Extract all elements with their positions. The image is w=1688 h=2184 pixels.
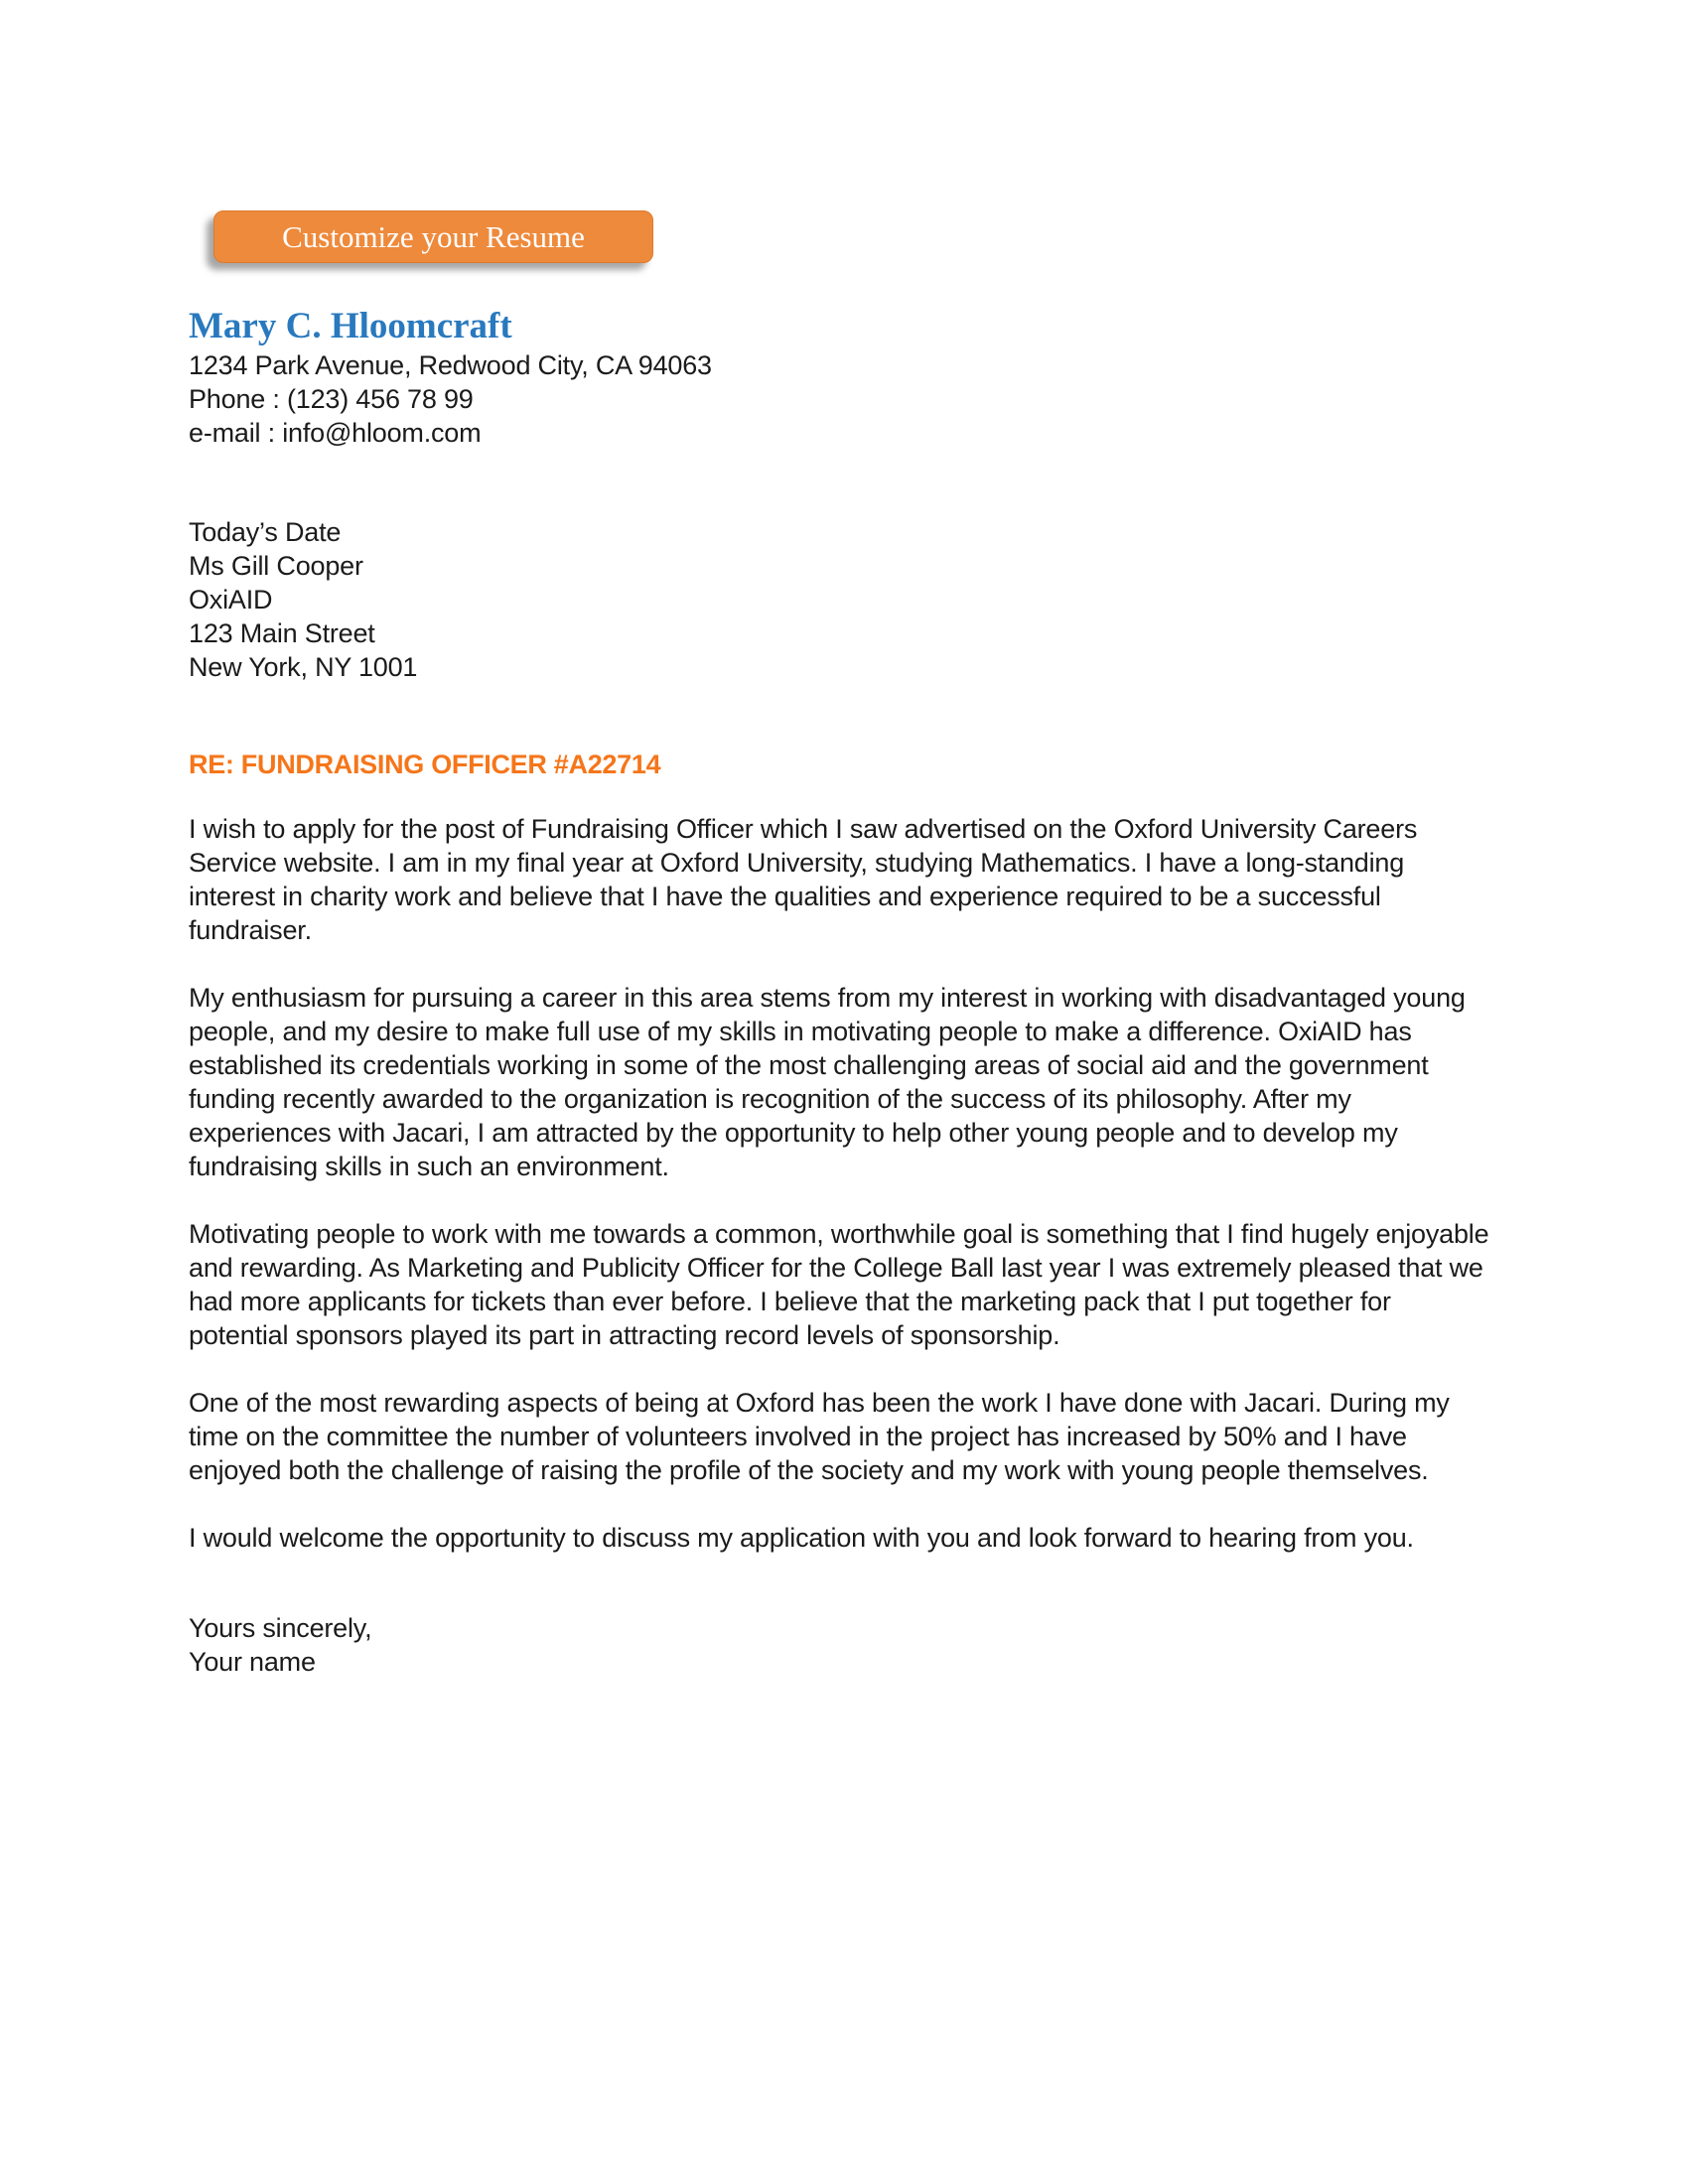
body-paragraph-5: I would welcome the opportunity to discuss my application with you and look forward to hearing from you. [189, 1523, 1414, 1553]
subject-line: RE: FUNDRAISING OFFICER #A22714 [189, 750, 661, 779]
letter-body [189, 812, 1489, 1555]
body-paragraph-2: My enthusiasm for pursuing a career in this area stems from my interest in working with disadvantaged young people, and my desire to make full use of my skills in motivating people to make a difference. OxiAID has established its credentials working in some of the most challenging areas of social aid and the government funding recently awarded to the organization is recognition of the success of its philosophy. After my experiences with Jacari, I am attracted by the opportunity to help other young people and to develop my fundraising skills in such an environment. [189, 983, 1466, 1181]
closing-salutation: Yours sincerely, [189, 1613, 372, 1643]
recipient-date-line: Today’s Date [189, 517, 342, 547]
recipient-name-line: Ms Gill Cooper [189, 551, 363, 581]
recipient-company-line: OxiAID [189, 585, 273, 614]
sender-email: e-mail : info@hloom.com [189, 418, 482, 448]
body-paragraph-4: One of the most rewarding aspects of being at Oxford has been the work I have done with Jacari. During my time on the committee the number of volunteers involved in the project has increased by 50% and I have enjoyed both the challenge of raising the profile of the society and my work with young people themselves. [189, 1388, 1450, 1485]
body-paragraph-3: Motivating people to work with me towards a common, worthwhile goal is something that I find hugely enjoyable and rewarding. As Marketing and Publicity Officer for the College Ball last year I was extremely pleased that we had more applicants for tickets than ever before. I believe that the marketing pack that I put together for potential sponsors played its part in attracting record levels of sponsorship. [189, 1219, 1489, 1350]
sender-address: 1234 Park Avenue, Redwood City, CA 94063 [189, 350, 712, 380]
recipient-street-line: 123 Main Street [189, 618, 375, 648]
letter-content [189, 0, 1489, 1679]
button-row [213, 210, 1489, 263]
recipient-city-line: New York, NY 1001 [189, 652, 418, 682]
sender-phone: Phone : (123) 456 78 99 [189, 384, 474, 414]
closing-signature: Your name [189, 1647, 316, 1677]
sender-contact-block [189, 348, 1489, 450]
body-paragraph-1: I wish to apply for the post of Fundraising Officer which I saw advertised on the Oxford University Careers Service website. I am in my final year at Oxford University, studying Mathematics. I have a long-standing interest in charity work and believe that I have the qualities and experience required to be a successful fundraiser. [189, 814, 1418, 945]
customize-resume-button[interactable]: Customize your Resume [213, 210, 653, 263]
recipient-block [189, 515, 1489, 684]
closing-block [189, 1611, 1489, 1679]
sender-name: Mary C. Hloomcraft [189, 306, 512, 346]
